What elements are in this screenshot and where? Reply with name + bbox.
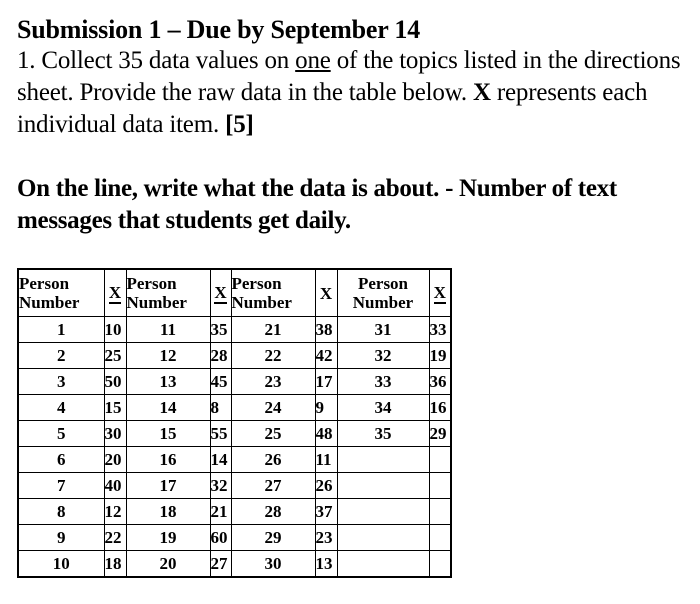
- data-value-cell[interactable]: 12: [104, 499, 126, 525]
- table-header-row: [18, 269, 451, 317]
- header-x-4: X: [429, 269, 451, 317]
- person-number-cell: 12: [126, 343, 210, 369]
- data-value-cell[interactable]: 28: [210, 343, 231, 369]
- data-value-cell[interactable]: 20: [104, 447, 126, 473]
- question-underlined-word: one: [295, 47, 331, 74]
- person-number-cell: 4: [18, 395, 104, 421]
- person-number-cell: 5: [18, 421, 104, 447]
- person-number-cell: 31: [337, 317, 429, 343]
- data-value-cell[interactable]: 14: [210, 447, 231, 473]
- person-number-cell: 21: [231, 317, 315, 343]
- data-value-cell[interactable]: 35: [210, 317, 231, 343]
- person-number-cell: 6: [18, 447, 104, 473]
- submission-title: Submission 1 – Due by September 14: [17, 15, 421, 44]
- table-row: [18, 317, 451, 343]
- data-value-cell[interactable]: 22: [104, 525, 126, 551]
- data-value-cell[interactable]: 18: [104, 551, 126, 578]
- person-number-cell: [337, 473, 429, 499]
- person-number-cell: 26: [231, 447, 315, 473]
- data-value-cell[interactable]: 27: [210, 551, 231, 578]
- person-number-cell: 14: [126, 395, 210, 421]
- header-person-number-4: Person Number: [337, 269, 429, 317]
- question-1-text: [17, 45, 697, 141]
- person-number-cell: 3: [18, 369, 104, 395]
- data-value-cell[interactable]: 16: [429, 395, 451, 421]
- data-value-cell[interactable]: 60: [210, 525, 231, 551]
- person-number-cell: [337, 525, 429, 551]
- person-number-cell: [337, 447, 429, 473]
- table-row: [18, 343, 451, 369]
- table-row: [18, 395, 451, 421]
- data-value-cell[interactable]: 40: [104, 473, 126, 499]
- data-value-cell[interactable]: [429, 551, 451, 578]
- header-x-2: X: [210, 269, 231, 317]
- person-number-cell: 32: [337, 343, 429, 369]
- data-value-cell[interactable]: 19: [429, 343, 451, 369]
- data-value-cell[interactable]: 37: [315, 499, 337, 525]
- person-number-cell: 10: [18, 551, 104, 578]
- person-number-cell: 9: [18, 525, 104, 551]
- person-number-cell: 16: [126, 447, 210, 473]
- question-points: [5]: [225, 111, 254, 138]
- header-x-1: X: [104, 269, 126, 317]
- person-number-cell: 13: [126, 369, 210, 395]
- person-number-cell: 8: [18, 499, 104, 525]
- table-row: [18, 499, 451, 525]
- data-value-cell[interactable]: 11: [315, 447, 337, 473]
- person-number-cell: 11: [126, 317, 210, 343]
- question-suffix: of the topics listed in the directions sheet. Provide the raw data in the table below.: [17, 47, 681, 106]
- data-value-cell[interactable]: 10: [104, 317, 126, 343]
- data-value-cell[interactable]: 26: [315, 473, 337, 499]
- data-value-cell[interactable]: 42: [315, 343, 337, 369]
- data-value-cell[interactable]: 32: [210, 473, 231, 499]
- table-row: [18, 525, 451, 551]
- data-value-cell[interactable]: 17: [315, 369, 337, 395]
- person-number-cell: 1: [18, 317, 104, 343]
- data-value-cell[interactable]: [429, 473, 451, 499]
- person-number-cell: 30: [231, 551, 315, 578]
- person-number-cell: 15: [126, 421, 210, 447]
- person-number-cell: 24: [231, 395, 315, 421]
- person-number-cell: 29: [231, 525, 315, 551]
- person-number-cell: 19: [126, 525, 210, 551]
- person-number-cell: 33: [337, 369, 429, 395]
- table-row: [18, 369, 451, 395]
- person-number-cell: 20: [126, 551, 210, 578]
- person-number-cell: 22: [231, 343, 315, 369]
- document-body: [17, 14, 697, 262]
- data-value-cell[interactable]: 33: [429, 317, 451, 343]
- data-value-cell[interactable]: 45: [210, 369, 231, 395]
- data-value-cell[interactable]: 38: [315, 317, 337, 343]
- data-value-cell[interactable]: 36: [429, 369, 451, 395]
- header-person-number-1: Person Number: [18, 269, 104, 317]
- data-value-cell[interactable]: 50: [104, 369, 126, 395]
- table-row: [18, 447, 451, 473]
- data-value-cell[interactable]: [429, 447, 451, 473]
- topic-line: On the line, write what the data is about. - Number of text messages that students get daily.: [17, 175, 617, 234]
- person-number-cell: 17: [126, 473, 210, 499]
- person-number-cell: 28: [231, 499, 315, 525]
- person-number-cell: [337, 551, 429, 578]
- person-number-cell: 25: [231, 421, 315, 447]
- header-person-number-2: Person Number: [126, 269, 210, 317]
- raw-data-table: [17, 268, 452, 578]
- data-value-cell[interactable]: 30: [104, 421, 126, 447]
- data-value-cell[interactable]: 21: [210, 499, 231, 525]
- data-value-cell[interactable]: 8: [210, 395, 231, 421]
- table-row: [18, 421, 451, 447]
- question-tail: represents each individual data item.: [17, 79, 648, 138]
- header-person-number-3: Person Number: [231, 269, 315, 317]
- question-prefix: 1. Collect 35 data values on: [17, 47, 296, 74]
- person-number-cell: 27: [231, 473, 315, 499]
- person-number-cell: 34: [337, 395, 429, 421]
- data-value-cell[interactable]: 29: [429, 421, 451, 447]
- person-number-cell: 18: [126, 499, 210, 525]
- data-value-cell[interactable]: 15: [104, 395, 126, 421]
- data-value-cell[interactable]: [429, 499, 451, 525]
- table-row: [18, 473, 451, 499]
- person-number-cell: 35: [337, 421, 429, 447]
- data-value-cell[interactable]: [429, 525, 451, 551]
- data-value-cell[interactable]: 9: [315, 395, 337, 421]
- person-number-cell: 23: [231, 369, 315, 395]
- data-value-cell[interactable]: 23: [315, 525, 337, 551]
- person-number-cell: 2: [18, 343, 104, 369]
- data-value-cell[interactable]: 55: [210, 421, 231, 447]
- question-bold-x: X: [473, 79, 491, 106]
- person-number-cell: [337, 499, 429, 525]
- person-number-cell: 7: [18, 473, 104, 499]
- header-x-3: X: [315, 269, 337, 317]
- table-row: [18, 551, 451, 578]
- data-value-cell[interactable]: 13: [315, 551, 337, 578]
- data-value-cell[interactable]: 25: [104, 343, 126, 369]
- data-value-cell[interactable]: 48: [315, 421, 337, 447]
